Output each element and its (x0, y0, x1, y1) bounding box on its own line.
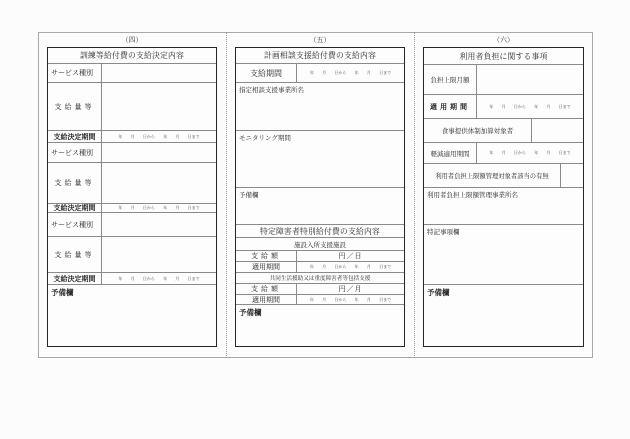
decision-period-value: 年 月 日から 年 月 日まで (118, 205, 200, 210)
group-home-period-row (236, 294, 404, 304)
payment-period-label: 支給期間 (236, 64, 297, 82)
panel-title-row (236, 48, 404, 63)
special-reserve-row (236, 304, 404, 346)
special-benefit-title-row (236, 224, 404, 237)
facility-heading-row (236, 237, 404, 250)
monthly-limit-value (477, 65, 583, 94)
facility-period-label: 適用期間 (236, 262, 297, 272)
group-home-amount-unit: 円／月 (338, 285, 363, 293)
section-heading-6: （六） (493, 36, 514, 44)
service-type-value (102, 143, 216, 162)
facility-amount-row (236, 250, 404, 261)
section-heading-4: （四） (121, 36, 143, 44)
amount-value (102, 163, 216, 203)
reserve-label: 予備欄 (239, 191, 259, 199)
service-type-row (48, 212, 216, 236)
panel-title-row (424, 48, 583, 64)
remarks-label: 特記事項欄 (427, 228, 460, 236)
limit-management-office-row (424, 187, 583, 224)
panel-user-burden (423, 47, 584, 347)
meal-provision-label: 食事提供体制加算対象者 (424, 119, 532, 142)
limit-management-flag-label: 利用者負担上限額管理対象者該当の有無 (424, 164, 561, 187)
reduction-period-label: 軽減適用期間 (424, 143, 477, 163)
limit-management-office-label: 利用者負担上限額管理事業所名 (427, 191, 518, 199)
group-home-heading-row (236, 272, 404, 283)
decision-period-label: 支給決定期間 (48, 273, 102, 284)
amount-value (102, 237, 216, 272)
decision-period-row (48, 272, 216, 284)
limit-management-flag-row (424, 163, 583, 187)
service-type-label: サービス種別 (48, 64, 102, 82)
monitoring-period-label: モニタリング期間 (239, 134, 291, 142)
decision-period-row (48, 203, 216, 212)
service-type-label: サービス種別 (48, 143, 102, 162)
group-home-period-value: 年 月 日から 年 月 日まで (309, 296, 392, 302)
monthly-limit-row (424, 64, 583, 94)
panel-plan-consultation (235, 47, 405, 347)
reserve-label: 予備欄 (427, 288, 450, 297)
special-benefit-title: 特定障害者特別給付費の支給内容 (260, 226, 380, 236)
special-reserve-label: 予備欄 (239, 308, 262, 317)
group-home-heading: 共同生活援助又は重度障害者等包括支援 (269, 276, 371, 282)
reserve-row (48, 284, 216, 346)
group-home-amount-label: 支給額 (236, 284, 297, 294)
dotted-separator-left (226, 32, 227, 358)
service-type-value (102, 213, 216, 236)
office-name-label: 指定相談支援事業所名 (239, 86, 304, 94)
decision-period-value: 年 月 日から 年 月 日まで (118, 275, 200, 281)
application-period-row (424, 94, 583, 118)
group-home-amount-row (236, 283, 404, 294)
service-type-row (48, 63, 216, 82)
panel-title: 計画相談支援給付費の支給内容 (264, 51, 376, 60)
decision-period-label: 支給決定期間 (48, 131, 102, 142)
amount-label: 支給量等 (48, 83, 102, 130)
remarks-row (424, 224, 583, 284)
amount-label: 支給量等 (48, 163, 102, 203)
meal-provision-value (532, 119, 583, 142)
facility-amount-unit: 円／日 (338, 252, 363, 260)
decision-period-row (48, 130, 216, 142)
decision-period-label: 支給決定期間 (48, 204, 102, 212)
amount-row (48, 162, 216, 203)
decision-period-value: 年 月 日から 年 月 日まで (118, 133, 200, 139)
section-heading-5: （五） (309, 36, 331, 44)
monitoring-period-row (236, 130, 404, 187)
dotted-separator-right (414, 32, 415, 358)
panel-training-benefits (47, 47, 217, 347)
facility-amount-label: 支給額 (236, 251, 297, 261)
reduction-period-row (424, 142, 583, 163)
meal-provision-row (424, 118, 583, 142)
reserve-row (236, 187, 404, 224)
application-period-label: 適用期間 (424, 95, 477, 118)
panel-title: 利用者負担に関する事項 (459, 51, 548, 61)
monthly-limit-label: 負担上限月額 (424, 65, 477, 94)
reduction-period-value: 年 月 日から 年 月 日まで (489, 150, 571, 155)
facility-period-row (236, 261, 404, 272)
facility-period-value: 年 月 日から 年 月 日まで (309, 264, 392, 269)
group-home-period-label: 適用期間 (236, 295, 297, 304)
service-type-label: サービス種別 (48, 213, 102, 236)
payment-period-value: 年 月 日から 年 月 日まで (309, 70, 392, 75)
application-period-value: 年 月 日から 年 月 日まで (489, 103, 571, 109)
reserve-label: 予備欄 (51, 288, 74, 297)
amount-row (48, 82, 216, 130)
panel-title: 訓練等給付費の支給決定内容 (80, 51, 184, 60)
limit-management-flag-value (561, 164, 583, 187)
amount-label: 支給量等 (48, 237, 102, 272)
panel-title-row (48, 48, 216, 63)
reserve-row (424, 284, 583, 346)
payment-period-row (236, 63, 404, 82)
service-type-row (48, 142, 216, 162)
office-name-row (236, 82, 404, 130)
facility-heading: 施設入所支援施設 (294, 240, 346, 249)
amount-value (102, 83, 216, 130)
service-type-value (102, 64, 216, 82)
amount-row (48, 236, 216, 272)
